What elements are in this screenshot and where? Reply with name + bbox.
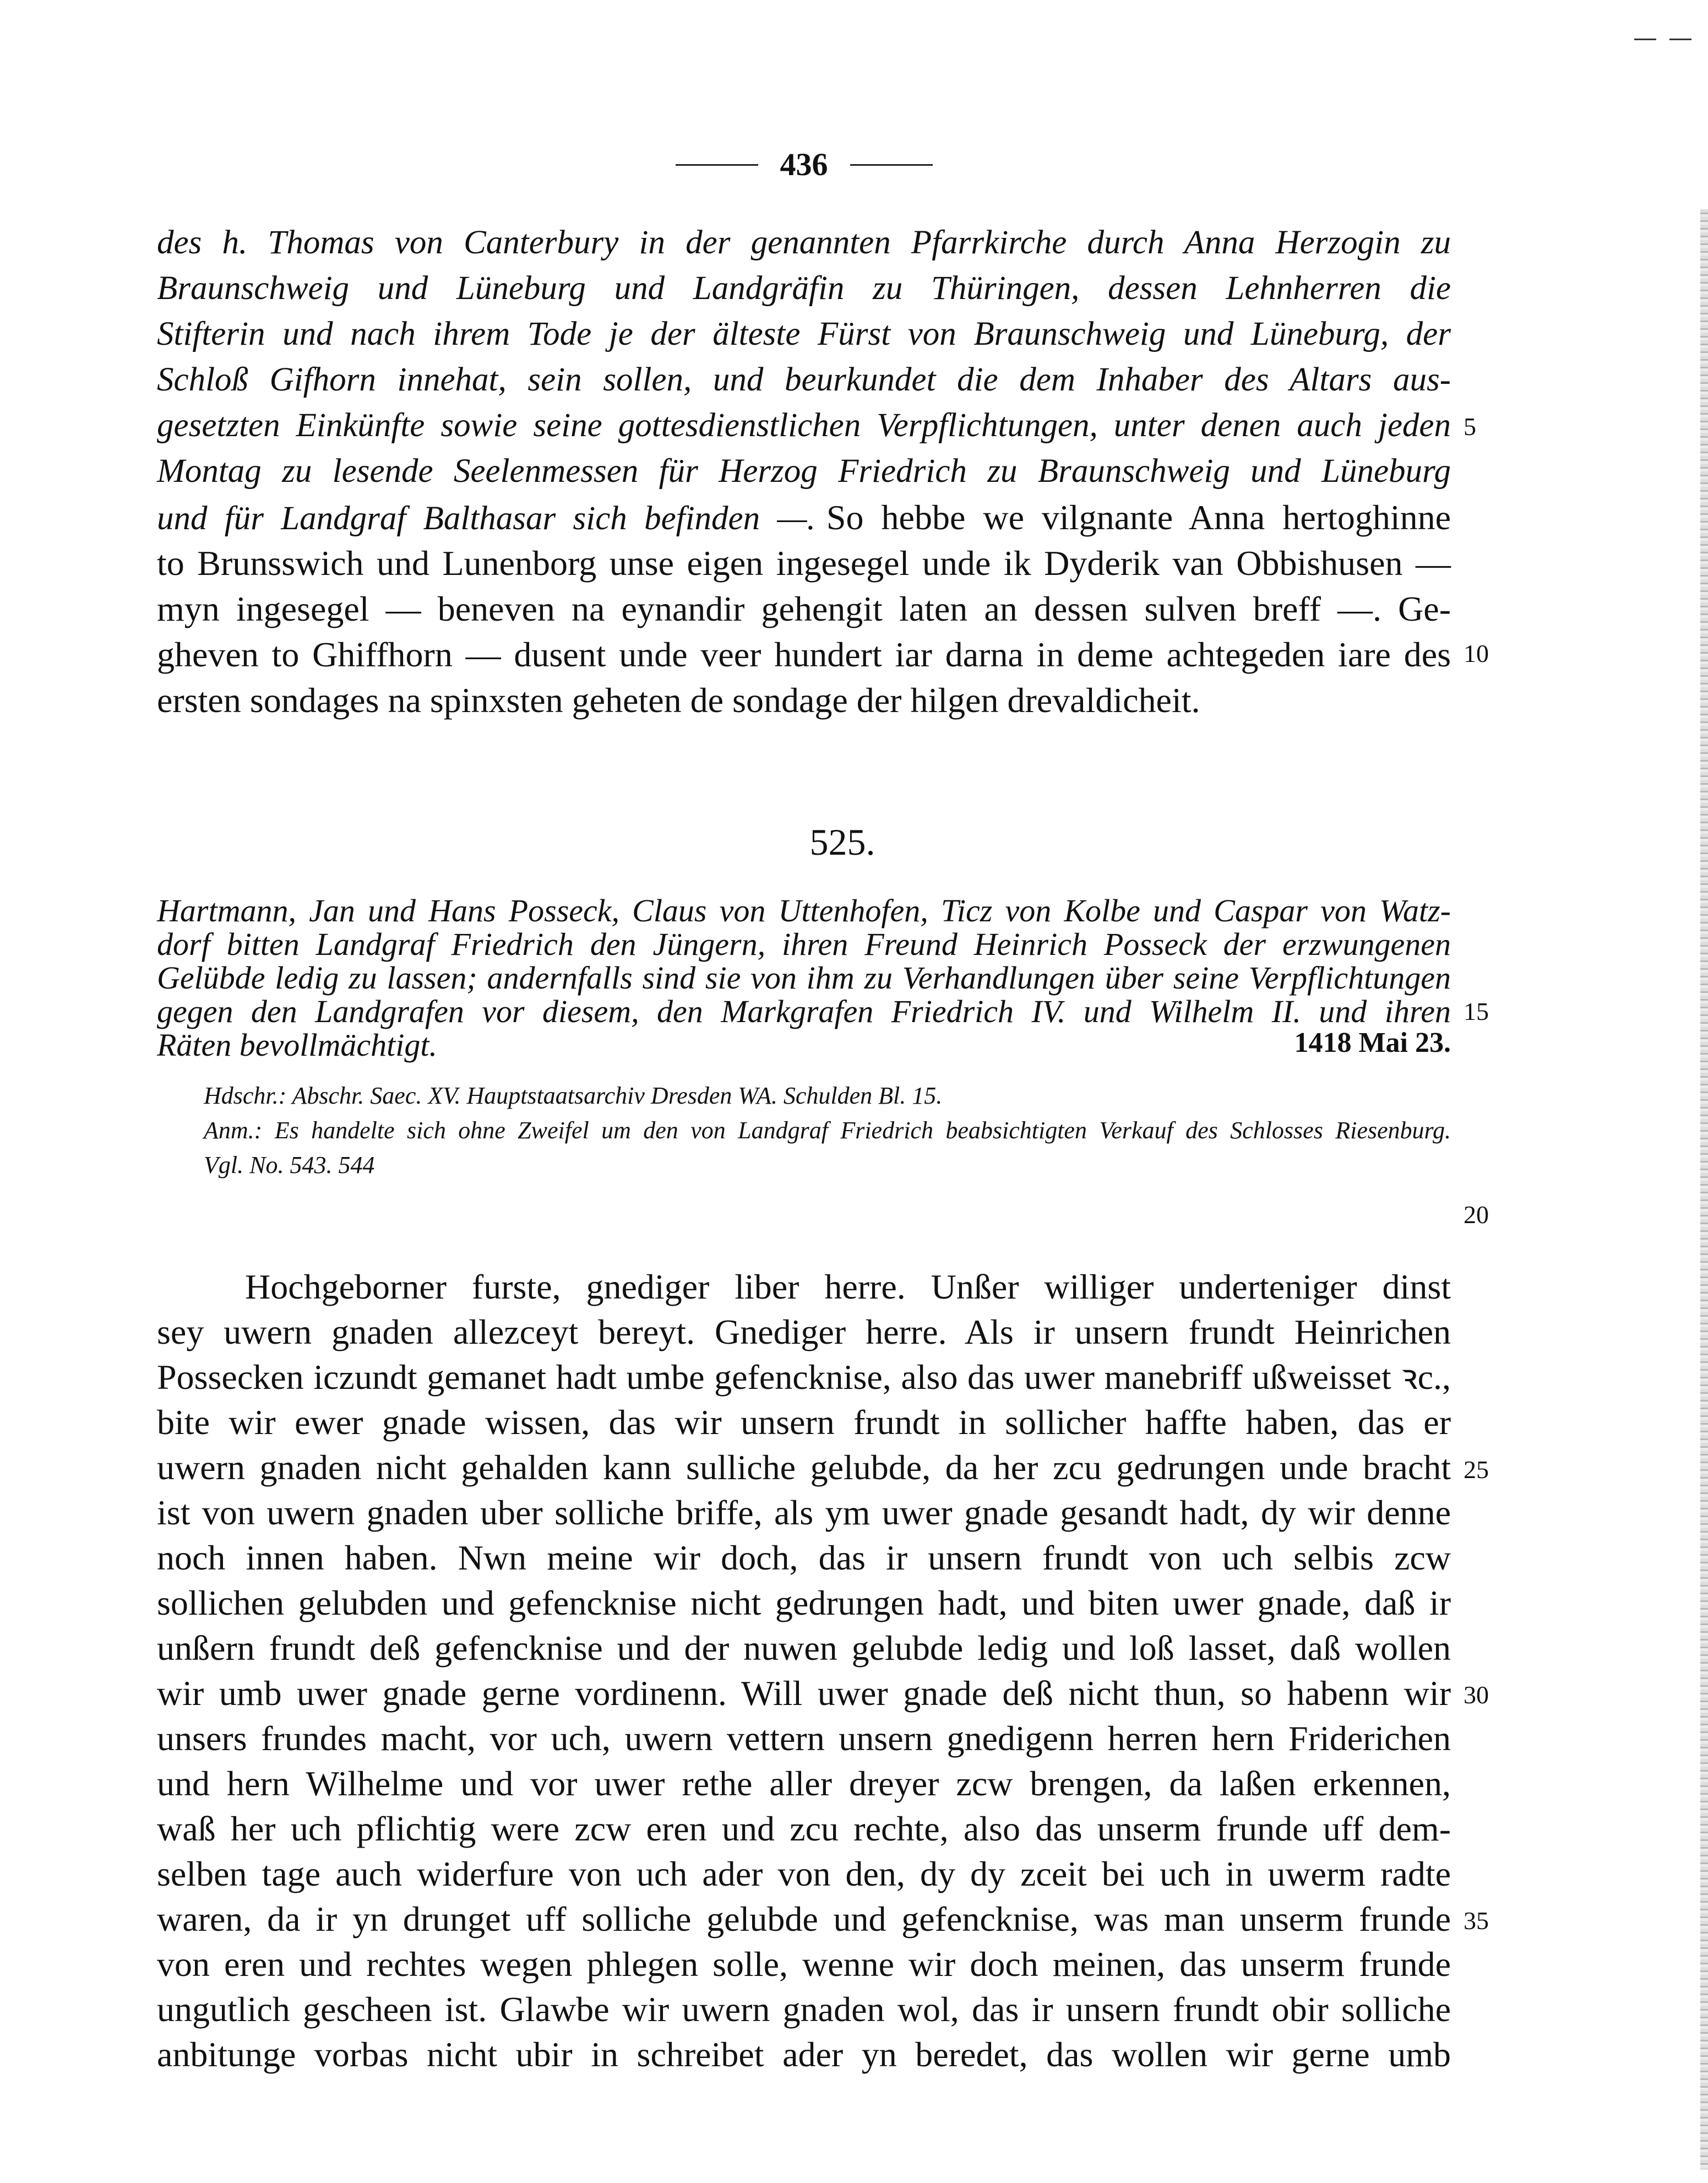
regest-line: Räten bevollmächtigt. — [157, 1027, 437, 1063]
page-number: 436 — [780, 146, 828, 182]
letter-line: unßern frundt deß gefencknise und der nuwen gelubde ledig und loß lasset, daß wollen — [157, 1628, 1451, 1668]
source-note: Hdschr.: Abschr. Saec. XV. Hauptstaatsarchiv Dresden WA. Schulden Bl. 15. — [204, 1082, 943, 1109]
letter-line: ist von uwern gnaden uber solliche briffe, als ym uwer gnade gesandt hadt, dy wir denne — [157, 1493, 1451, 1532]
annotation-note: Anm.: Es handelte sich ohne Zweifel um den von Landgraf Friedrich beabsichtigten Verkauf des Schlosses Riesenburg. — [204, 1117, 1451, 1144]
reference-note: Vgl. No. 543. 544 — [204, 1152, 375, 1179]
regest-line: Hartmann, Jan und Hans Posseck, Claus von Uttenhofen, Ticz von Kolbe und Caspar von Watz- — [157, 893, 1451, 928]
intro-line: und für Landgraf Balthasar sich befinden —. — [157, 500, 815, 537]
letter-line: noch innen haben. Nwn meine wir doch, das ir unsern frundt von uch selbis zcw — [157, 1538, 1451, 1577]
latin-line: ersten sondages na spinxsten geheten de sondage der hilgen drevaldicheit. — [157, 681, 1200, 720]
letter-line: selben tage auch widerfure von uch ader von den, dy dy zceit bei uch in uwerm radte — [157, 1854, 1451, 1893]
margin-line-number: 5 — [1464, 412, 1476, 441]
letter-line: bite wir ewer gnade wissen, das wir unsern frundt in sollicher haffte haben, das er — [157, 1403, 1451, 1442]
margin-line-number: 30 — [1464, 1681, 1489, 1709]
letter-line: wir umb uwer gnade gerne vordinenn. Will uwer gnade deß nicht thun, so habenn wir — [157, 1674, 1451, 1713]
document-number: 525. — [809, 821, 875, 863]
letter-line: unsers frundes macht, vor uch, uwern vettern unsern gnedigenn herren hern Friderichen — [157, 1719, 1451, 1758]
header-rule-right — [850, 164, 933, 166]
letter-line: Possecken iczundt gemanet hadt umbe gefencknise, also das uwer manebriff ußweisset ꝛc., — [157, 1357, 1451, 1397]
regest-line: gegen den Landgrafen vor diesem, den Markgrafen Friedrich IV. und Wilhelm II. und ihren — [157, 993, 1451, 1029]
latin-text-start: So hebbe we vilgnante Anna hertoghinne — [826, 498, 1451, 537]
latin-line: to Brunsswich und Lunenborg unse eigen ingesegel unde ik Dyderik van Obbishusen — — [157, 544, 1451, 583]
margin-line-number: 15 — [1464, 997, 1489, 1025]
page-header — [650, 146, 958, 182]
letter-line: ungutlich gescheen ist. Glawbe wir uwern gnaden wol, das ir unsern frundt obir solliche — [157, 1990, 1451, 2029]
regest-line: Gelübde ledig zu lassen; andernfalls sind sie von ihm zu Verhandlungen über seine Verpflichtungen — [157, 960, 1451, 996]
latin-line: gheven to Ghiffhorn — dusent unde veer hundert iar darna in deme achtegeden iare des — [157, 635, 1451, 674]
letter-line: sollichen gelubden und gefencknise nicht gedrungen hadt, und biten uwer gnade, daß ir — [157, 1583, 1451, 1622]
document-date: 1418 Mai 23. — [1294, 1027, 1451, 1058]
margin-line-number: 35 — [1464, 1907, 1489, 1935]
intro-line: Braunschweig und Lüneburg und Landgräfin zu Thüringen, dessen Lehnherren die — [157, 270, 1451, 307]
margin-line-number: 10 — [1464, 639, 1489, 667]
margin-line-number: 20 — [1464, 1201, 1489, 1229]
intro-line: Schloß Gifhorn innehat, sein sollen, und beurkundet die dem Inhaber des Altars aus- — [157, 361, 1451, 398]
letter-line: von eren und rechtes wegen phlegen solle, wenne wir doch meinen, das unserm frunde — [157, 1945, 1451, 1984]
intro-mixed-line — [157, 500, 1451, 535]
latin-line: myn ingesegel — beneven na eynandir gehengit laten an dessen sulven breff —. Ge- — [157, 589, 1451, 628]
intro-line: Stifterin und nach ihrem Tode je der älteste Fürst von Braunschweig und Lüneburg, der — [157, 316, 1451, 352]
letter-line: Hochgeborner furste, gnediger liber herre. Unßer williger underteniger dinst — [245, 1267, 1451, 1306]
intro-line: des h. Thomas von Canterbury in der genannten Pfarrkirche durch Anna Herzogin zu — [157, 224, 1451, 261]
letter-line: uwern gnaden nicht gehalden kann sulliche gelubde, da her zcu gedrungen unde bracht — [157, 1448, 1451, 1487]
regest-line: dorf bitten Landgraf Friedrich den Jüngern, ihren Freund Heinrich Posseck der erzwungenen — [157, 926, 1451, 962]
scan-corner-marks — [1634, 39, 1691, 40]
header-rule-left — [676, 164, 758, 166]
letter-line: und hern Wilhelme und vor uwer rethe aller dreyer zcw brengen, da laßen erkennen, — [157, 1764, 1451, 1803]
intro-line: Montag zu lesende Seelenmessen für Herzog Friedrich zu Braunschweig und Lüneburg — [157, 453, 1451, 490]
letter-line: waß her uch pflichtig were zcw eren und zcu rechte, also das unserm frunde uff dem- — [157, 1809, 1451, 1848]
letter-line: anbitunge vorbas nicht ubir in schreibet ader yn beredet, das wollen wir gerne umb — [157, 2035, 1451, 2074]
letter-line: sey uwern gnaden allezceyt bereyt. Gnediger herre. Als ir unsern frundt Heinrichen — [157, 1312, 1451, 1351]
intro-line: gesetzten Einkünfte sowie seine gottesdienstlichen Verpflichtungen, unter denen auch jeden — [157, 407, 1451, 444]
letter-line: waren, da ir yn drunget uff solliche gelubde und gefencknise, was man unserm frunde — [157, 1899, 1451, 1938]
margin-line-number: 25 — [1464, 1456, 1489, 1484]
scan-edge-artifact — [1700, 209, 1708, 2170]
